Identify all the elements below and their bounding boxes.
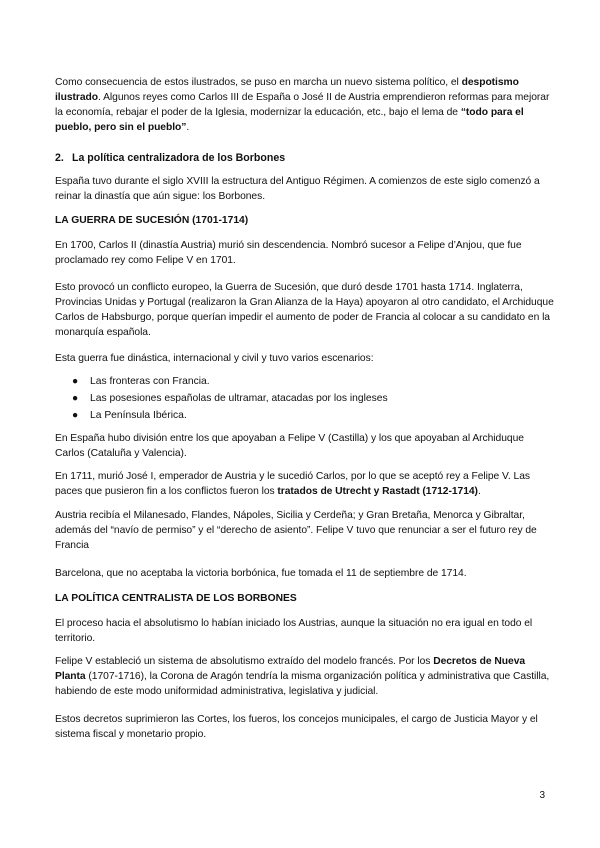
intro-text-1: Como consecuencia de estos ilustrados, se puso en marcha un nuevo sistema político, el [55,77,459,88]
page-number: 3 [539,790,545,801]
tratados-term: tratados de Utrecht y Rastadt (1712-1714) [277,486,478,497]
guerra-paragraph-5: En 1711, murió José I, emperador de Austria y le sucedió Carlos, por lo que se aceptó rey a Felipe V. Las paces que pusieron fin a los conflictos fueron los tratados de Utrecht y Rastadt (1712-1714). [55,471,530,497]
guerra-paragraph-7: Barcelona, que no aceptaba la victoria borbónica, fue tomada el 11 de septiembre de 1714. [55,568,467,579]
politica-heading: LA POLÍTICA CENTRALISTA DE LOS BORBONES [55,593,297,604]
intro-paragraph [55,75,555,135]
despotismo-ilustrado-term: despotismo ilustrado [55,77,519,103]
politica-paragraph-3: Estos decretos suprimieron las Cortes, los fueros, los concejos municipales, el cargo de Justicia Mayor y el sistema fiscal y monetario propio. [55,714,538,740]
guerra-paragraph-1: En 1700, Carlos II (dinastía Austria) murió sin descendencia. Nombró sucesor a Felipe d’Anjou, que fue proclamado rey como Felipe V en 1701. [55,240,522,266]
decretos-term: Decretos de Nueva Planta [55,656,526,682]
politica-paragraph-1: El proceso hacia el absolutismo lo habían iniciado los Austrias, aunque la situación no era igual en todo el territorio. [55,618,533,644]
bullet-icon: ● [72,376,79,387]
lema-quote: “todo para el pueblo, pero sin el pueblo” [55,107,524,133]
guerra-paragraph-2: Esto provocó un conflicto europeo, la Guerra de Sucesión, que duró desde 1701 hasta 1714. Inglaterra, Provincias Unidas y Portugal (realizaron la Gran Alianza de la Haya) apoyaron al otro candidato, el Archiduque Carlos de Habsburgo, porque querían impedir el aumento de poder de Francia al colocar a su candidato en la monarquía española. [55,282,554,338]
intro-text-2: . Algunos reyes como Carlos III de España o José II de Austria emprendieron reformas para mejorar la economía, rebajar el poder de la Iglesia, modernizar la educación, etc., bajo el lema de [55,92,550,118]
guerra-heading: LA GUERRA DE SUCESIÓN (1701-1714) [55,215,249,226]
list-item: ● La Península Ibérica. [72,410,187,421]
intro-text-3: . [186,122,190,133]
bullet-icon: ● [72,410,79,421]
section-title: La política centralizadora de los Borbones [72,152,286,164]
guerra-paragraph-4: En España hubo división entre los que apoyaban a Felipe V (Castilla) y los que apoyaban al Archiduque Carlos (Cataluña y Valencia). [55,433,524,459]
guerra-paragraph-6: Austria recibía el Milanesado, Flandes, Nápoles, Sicilia y Cerdeña; y Gran Bretaña, Menorca y Gibraltar, además del “navío de permiso” y el “derecho de asiento”. Felipe V tuvo que renunciar a ser el futuro rey de Francia [55,510,537,551]
list-item: ● Las fronteras con Francia. [72,376,210,387]
section-intro-paragraph: España tuvo durante el siglo XVIII la estructura del Antiguo Régimen. A comienzos de este siglo comenzó a reinar la dinastía que aún sigue: los Borbones. [55,176,540,202]
escenarios-list [72,374,532,425]
section-number: 2. [55,152,64,164]
politica-paragraph-2: Felipe V estableció un sistema de absolutismo extraído del modelo francés. Por los Decretos de Nueva Planta (1707-1716), la Corona de Aragón tendría la misma organización política y administrativa que Castilla, habiendo de este modo uniformidad administrativa, legislativa y judicial. [55,656,550,697]
list-item: ● Las posesiones españolas de ultramar, atacadas por los ingleses [72,393,388,404]
guerra-paragraph-3: Esta guerra fue dinástica, internacional y civil y tuvo varios escenarios: [55,353,374,364]
bullet-icon: ● [72,393,79,404]
